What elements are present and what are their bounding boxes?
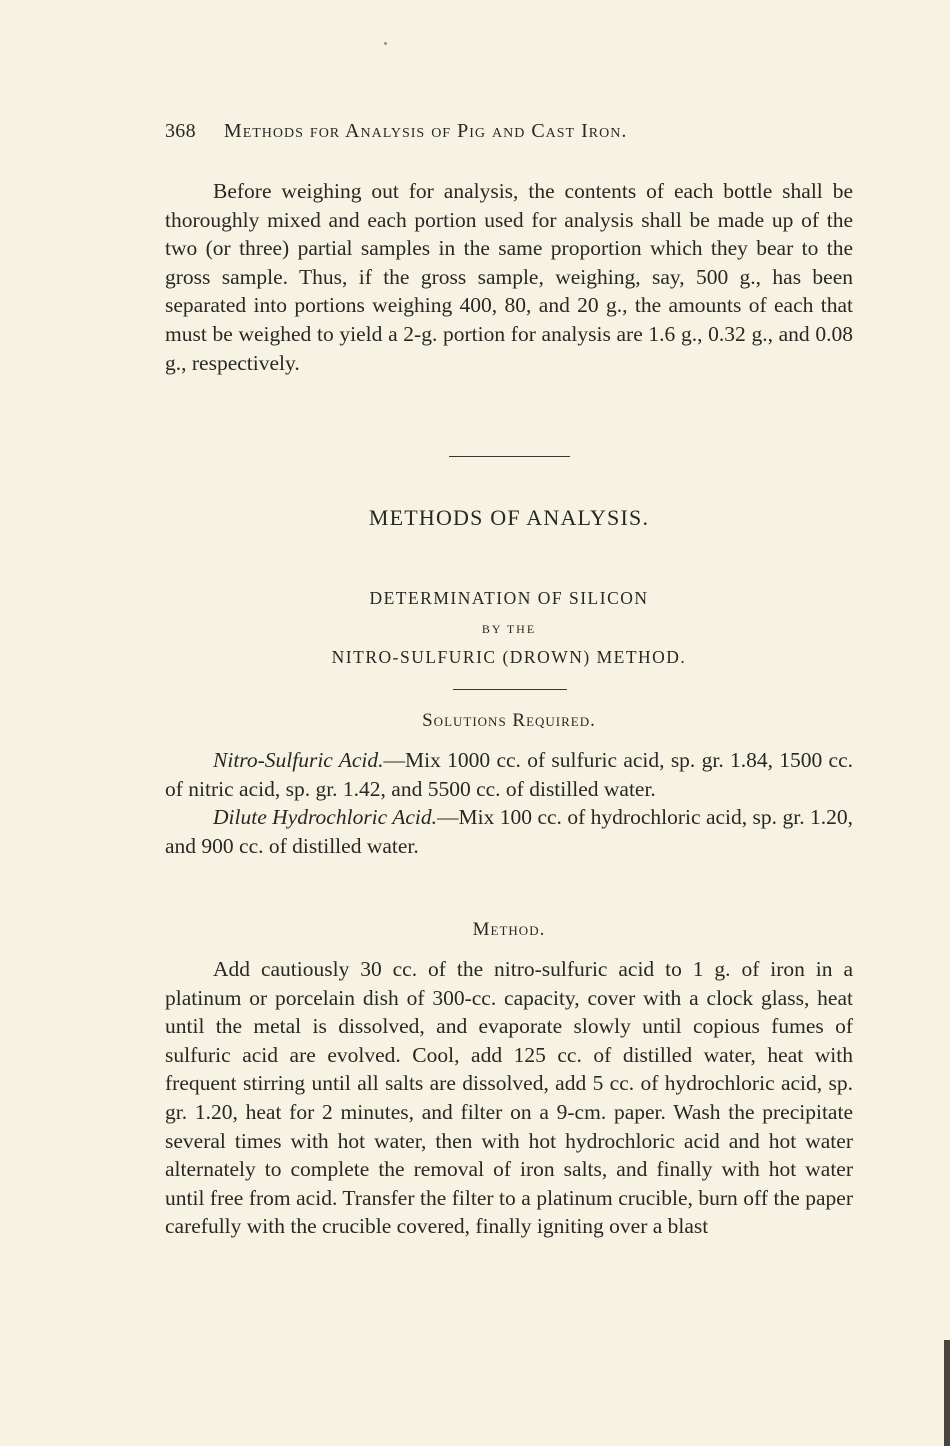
solutions-block — [165, 746, 853, 860]
determination-title-line3: NITRO-SULFURIC (DROWN) METHOD. — [331, 647, 687, 667]
page-edge-shadow — [944, 1340, 950, 1446]
section-divider-rule — [449, 456, 570, 457]
solution-name: Nitro-Sulfuric Acid. — [213, 748, 384, 772]
method-paragraph: Add cautiously 30 cc. of the nitro-sulfuric acid to 1 g. of iron in a platinum or porcelain dish of 300-cc. capacity, cover with a clock glass, heat until the metal is dissolved, and evaporate slowly until copious fumes of sulfuric acid are evolved. Cool, add 125 cc. of distilled water, heat with frequent stirring until all salts are dissolved, add 5 cc. of hydrochloric acid, sp. gr. 1.20, heat for 2 minutes, and filter on a 9-cm. paper. Wash the precipitate several times with hot water, then with hot hydrochloric acid and hot water alternately to complete the removal of iron salts, and finally with hot water until free from acid. Transfer the filter to a platinum crucible, burn off the paper carefully with the crucible covered, finally igniting over a blast — [165, 957, 853, 1239]
solution-nitro-sulfuric — [165, 746, 853, 803]
intro-block — [165, 177, 853, 377]
solution-dilute-hydrochloric — [165, 803, 853, 860]
page-number: 368 — [165, 120, 196, 142]
method-block — [165, 955, 853, 1241]
solution-text: —Mix 100 cc. of hydrochloric acid, sp. gr. 1.20, and 900 cc. of distilled water. — [165, 805, 853, 858]
running-title: Methods for Analysis of Pig and Cast Iron. — [223, 120, 628, 142]
title-divider-rule — [453, 689, 567, 690]
intro-paragraph: Before weighing out for analysis, the contents of each bottle shall be thoroughly mixed and each portion used for analysis shall be made up of the two (or three) partial samples in the same proportion which they bear to the gross sample. Thus, if the gross sample, weighing, say, 500 g., has been separated into portions weighing 400, 80, and 20 g., the amounts of each that must be weighed to yield a 2-g. portion for analysis are 1.6 g., 0.32 g., and 0.08 g., respectively. — [165, 179, 853, 375]
solution-text: —Mix 1000 cc. of sulfuric acid, sp. gr. 1.84, 1500 cc. of nitric acid, sp. gr. 1.42, and 5500 cc. of distilled water. — [165, 748, 854, 801]
determination-title-line1: DETERMINATION OF SILICON — [369, 588, 649, 608]
solutions-heading: Solutions Required. — [422, 710, 596, 731]
paper-speck — [384, 42, 387, 45]
method-heading: Method. — [472, 919, 546, 940]
running-head — [165, 120, 855, 143]
solution-name: Dilute Hydrochloric Acid. — [213, 805, 438, 830]
determination-title-line2: BY THE — [481, 622, 537, 636]
section-title: METHODS OF ANALYSIS. — [368, 505, 650, 530]
